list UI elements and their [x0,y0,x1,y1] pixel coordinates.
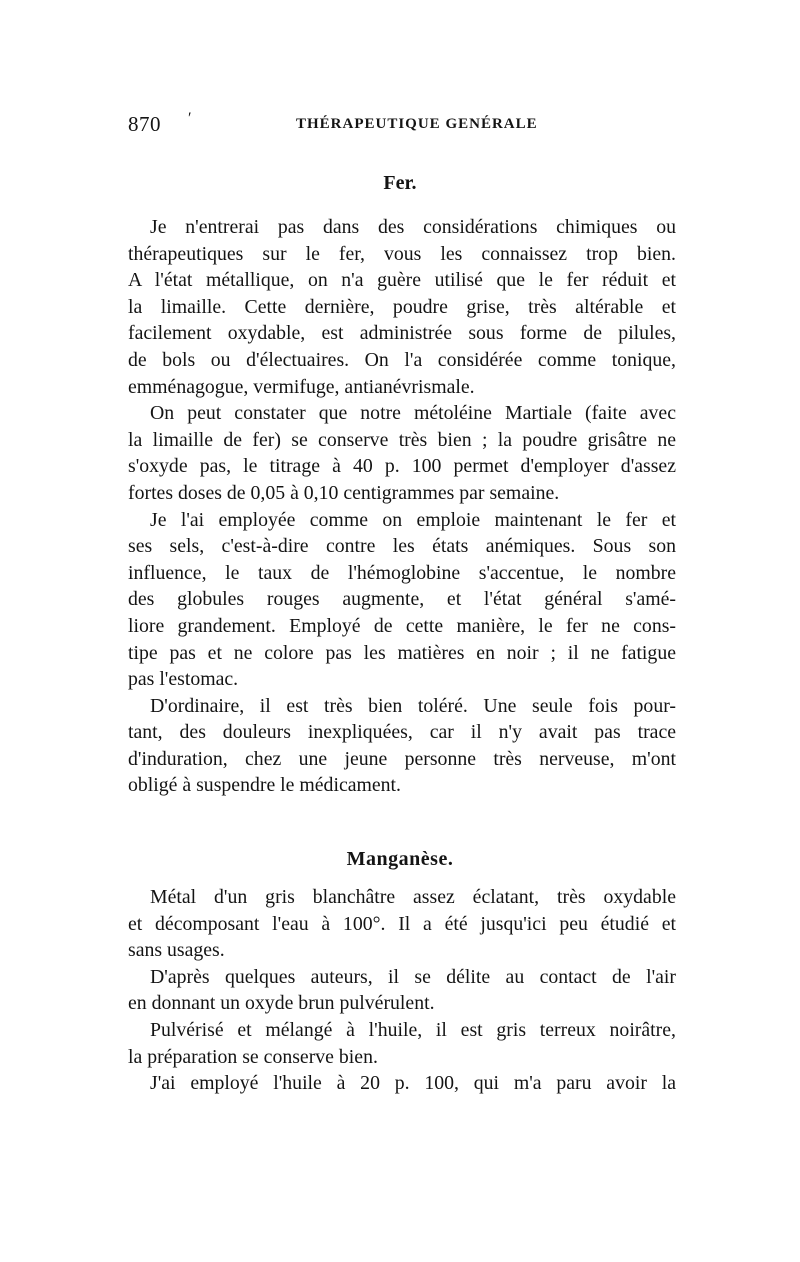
text-line: J'ai employé l'huile à 20 p. 100, qui m'a paru avoir la [150,1072,676,1095]
text-line: la limaille de fer) se conserve très bien ; la poudre grisâtre ne [128,428,676,451]
text-line: fortes doses de 0,05 à 0,10 centigrammes par semaine. [128,481,560,504]
text-line: D'ordinaire, il est très bien toléré. Une seule fois pour- [150,694,676,717]
text-line: Je n'entrerai pas dans des considérations chimiques ou [150,216,676,238]
page-number: 870 [128,112,161,136]
text-line: thérapeutiques sur le fer, vous les connaissez trop bien. [128,242,676,265]
text-line: pas l'estomac. [128,668,239,691]
text-line: des globules rouges augmente, et l'état général s'amé- [128,588,676,611]
text-line: obligé à suspendre le médicament. [128,774,401,797]
text-line: tant, des douleurs inexpliquées, car il n'y avait pas trace [128,721,676,744]
text-line: Je l'ai employée comme on emploie maintenant le fer et [150,508,676,531]
text-line: Métal d'un gris blanchâtre assez éclatant, très oxydable [150,886,676,908]
text-line: influence, le taux de l'hémoglobine s'accentue, le nombre [128,561,676,584]
page-mark: ′ [188,110,192,127]
text-line: emménagogue, vermifuge, antianévrismale. [128,375,475,398]
section-heading-manganese-text: Manganèse. [346,848,454,870]
section-body-fer [128,214,676,799]
section-body-manganese [128,884,676,1097]
section-heading-manganese [0,848,800,871]
text-line: d'induration, chez une jeune personne très nerveuse, m'ont [128,747,676,770]
section-heading-fer: Fer. [383,172,417,194]
text-line: On peut constater que notre métoléine Martiale (faite avec [150,402,676,425]
text-line: sans usages. [128,939,225,962]
text-line: Pulvérisé et mélangé à l'huile, il est gris terreux noirâtre, [150,1018,676,1041]
running-title: THÉRAPEUTIQUE GENÉRALE [296,116,538,132]
running-head [128,112,678,142]
text-line: la limaille. Cette dernière, poudre grise, très altérable et [128,295,676,318]
text-line: facilement oxydable, est administrée sous forme de pilules, [128,322,676,345]
text-line: en donnant un oxyde brun pulvérulent. [128,992,435,1015]
text-line: ses sels, c'est-à-dire contre les états anémiques. Sous son [128,535,676,558]
text-line: D'après quelques auteurs, il se délite au contact de l'air [150,965,676,988]
text-line: la préparation se conserve bien. [128,1045,378,1068]
text-line: A l'état métallique, on n'a guère utilisé que le fer réduit et [128,269,676,292]
text-line: de bols ou d'électuaires. On l'a considérée comme tonique, [128,348,676,371]
text-line: tipe pas et ne colore pas les matières en noir ; il ne fatigue [128,641,676,664]
text-line: liore grandement. Employé de cette manière, le fer ne cons- [128,614,676,637]
text-line: et décomposant l'eau à 100°. Il a été jusqu'ici peu étudié et [128,912,676,935]
text-line: s'oxyde pas, le titrage à 40 p. 100 permet d'employer d'assez [128,455,676,478]
